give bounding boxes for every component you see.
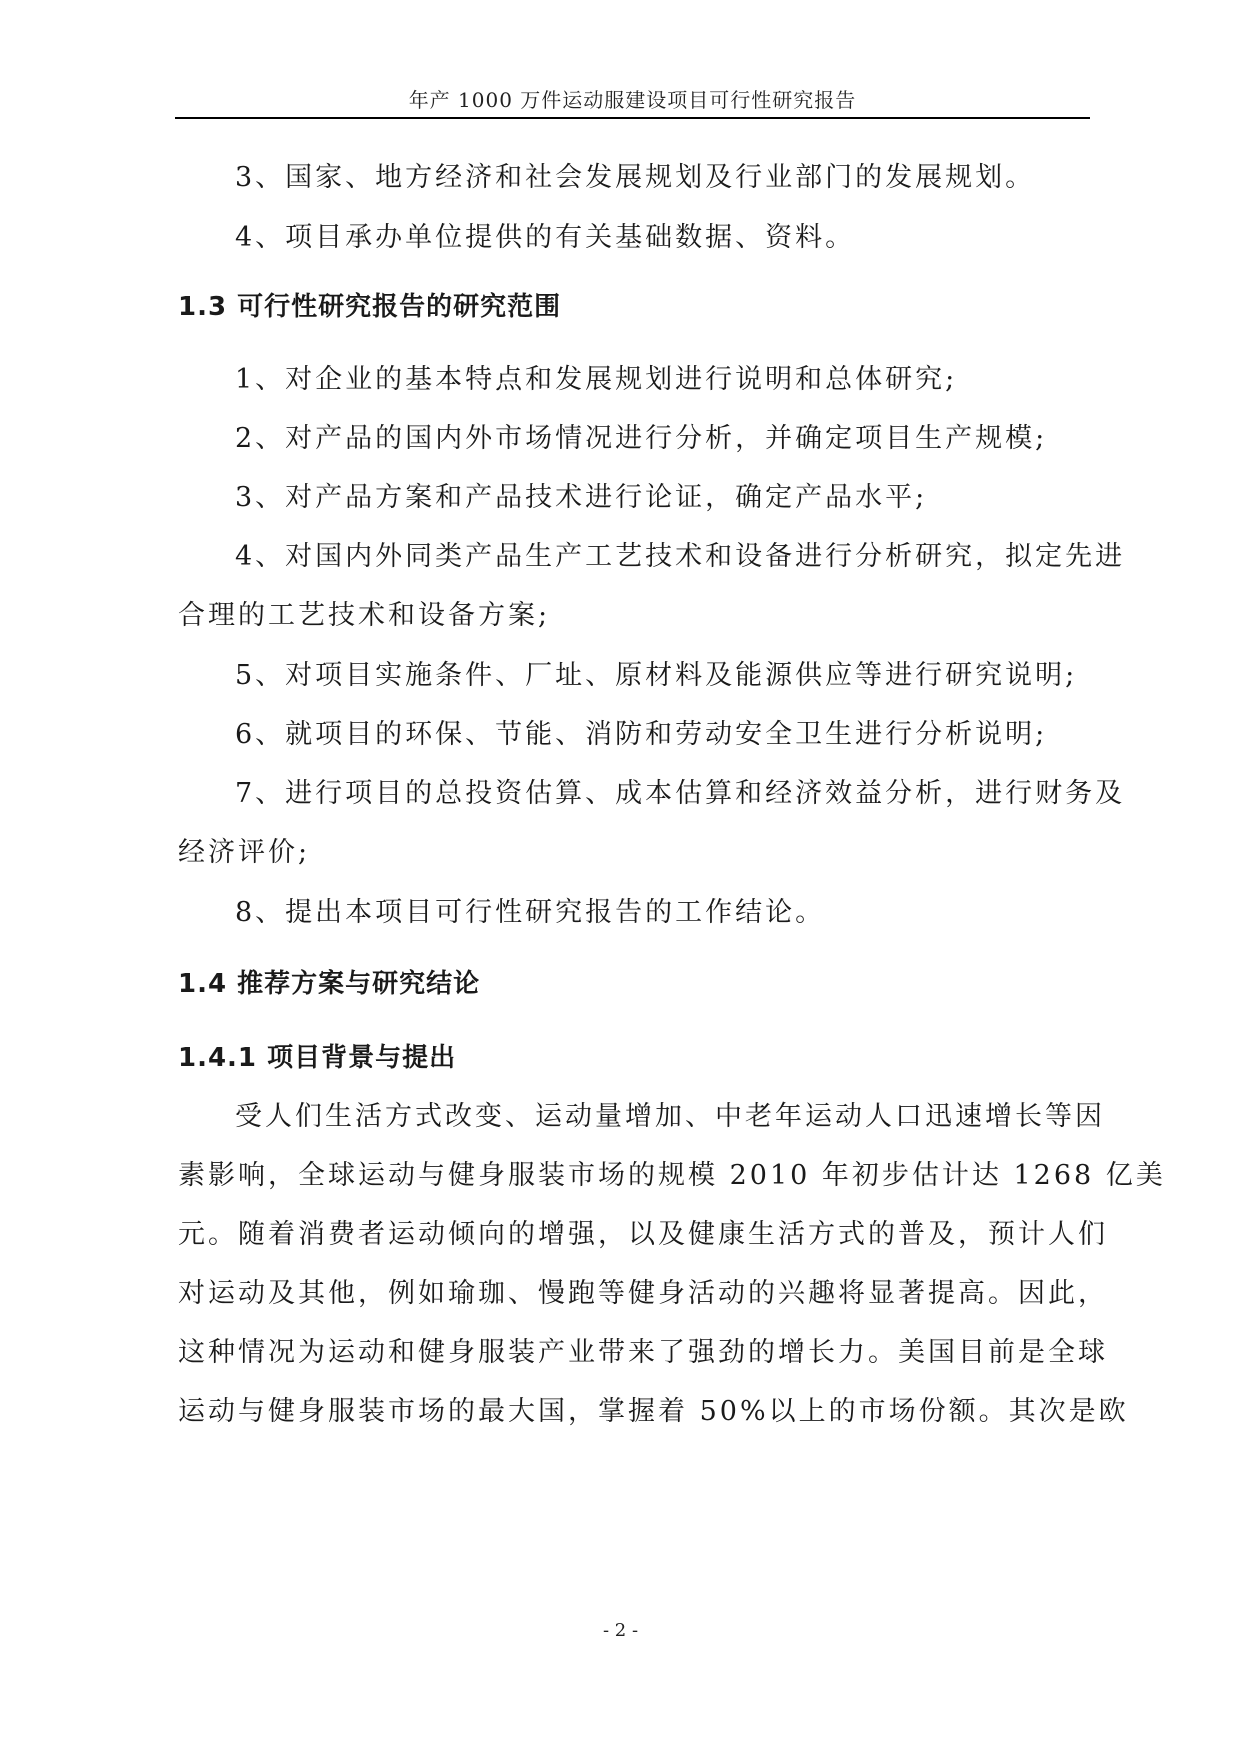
section-heading-1-4: 1.4 推荐方案与研究结论 <box>178 969 481 999</box>
scope-item-2: 2、对产品的国内外市场情况进行分析，并确定项目生产规模; <box>235 423 1048 454</box>
scope-item-7-cont: 经济评价; <box>178 837 311 868</box>
background-line-2: 素影响，全球运动与健身服装市场的规模 2010 年初步估计达 1268 亿美 <box>178 1160 1166 1191</box>
background-line-1: 受人们生活方式改变、运动量增加、中老年运动人口迅速增长等因 <box>235 1101 1105 1132</box>
basis-item-4: 4、项目承办单位提供的有关基础数据、资料。 <box>235 222 856 253</box>
background-line-3: 元。随着消费者运动倾向的增强，以及健康生活方式的普及，预计人们 <box>178 1219 1108 1250</box>
section-heading-1-3: 1.3 可行性研究报告的研究范围 <box>178 292 562 322</box>
background-line-6: 运动与健身服装市场的最大国，掌握着 50%以上的市场份额。其次是欧 <box>178 1396 1129 1427</box>
background-line-5: 这种情况为运动和健身服装产业带来了强劲的增长力。美国目前是全球 <box>178 1337 1108 1368</box>
header-title: 年产 1000 万件运动服建设项目可行性研究报告 <box>408 88 857 112</box>
header-divider <box>175 117 1090 119</box>
scope-item-4-cont: 合理的工艺技术和设备方案; <box>178 600 551 631</box>
section-heading-1-4-1: 1.4.1 项目背景与提出 <box>178 1043 457 1073</box>
scope-item-4: 4、对国内外同类产品生产工艺技术和设备进行分析研究，拟定先进 <box>235 541 1126 572</box>
background-line-4: 对运动及其他，例如瑜珈、慢跑等健身活动的兴趣将显著提高。因此， <box>178 1278 1108 1309</box>
scope-item-3: 3、对产品方案和产品技术进行论证，确定产品水平; <box>235 482 928 513</box>
scope-item-7: 7、进行项目的总投资估算、成本估算和经济效益分析，进行财务及 <box>235 778 1126 809</box>
scope-item-1: 1、对企业的基本特点和发展规划进行说明和总体研究; <box>235 364 958 395</box>
basis-item-3: 3、国家、地方经济和社会发展规划及行业部门的发展规划。 <box>235 162 1036 193</box>
page-number: - 2 - <box>602 1620 639 1641</box>
scope-item-6: 6、就项目的环保、节能、消防和劳动安全卫生进行分析说明; <box>235 719 1048 750</box>
scope-item-8: 8、提出本项目可行性研究报告的工作结论。 <box>235 897 826 928</box>
scope-item-5: 5、对项目实施条件、厂址、原材料及能源供应等进行研究说明; <box>235 660 1078 691</box>
